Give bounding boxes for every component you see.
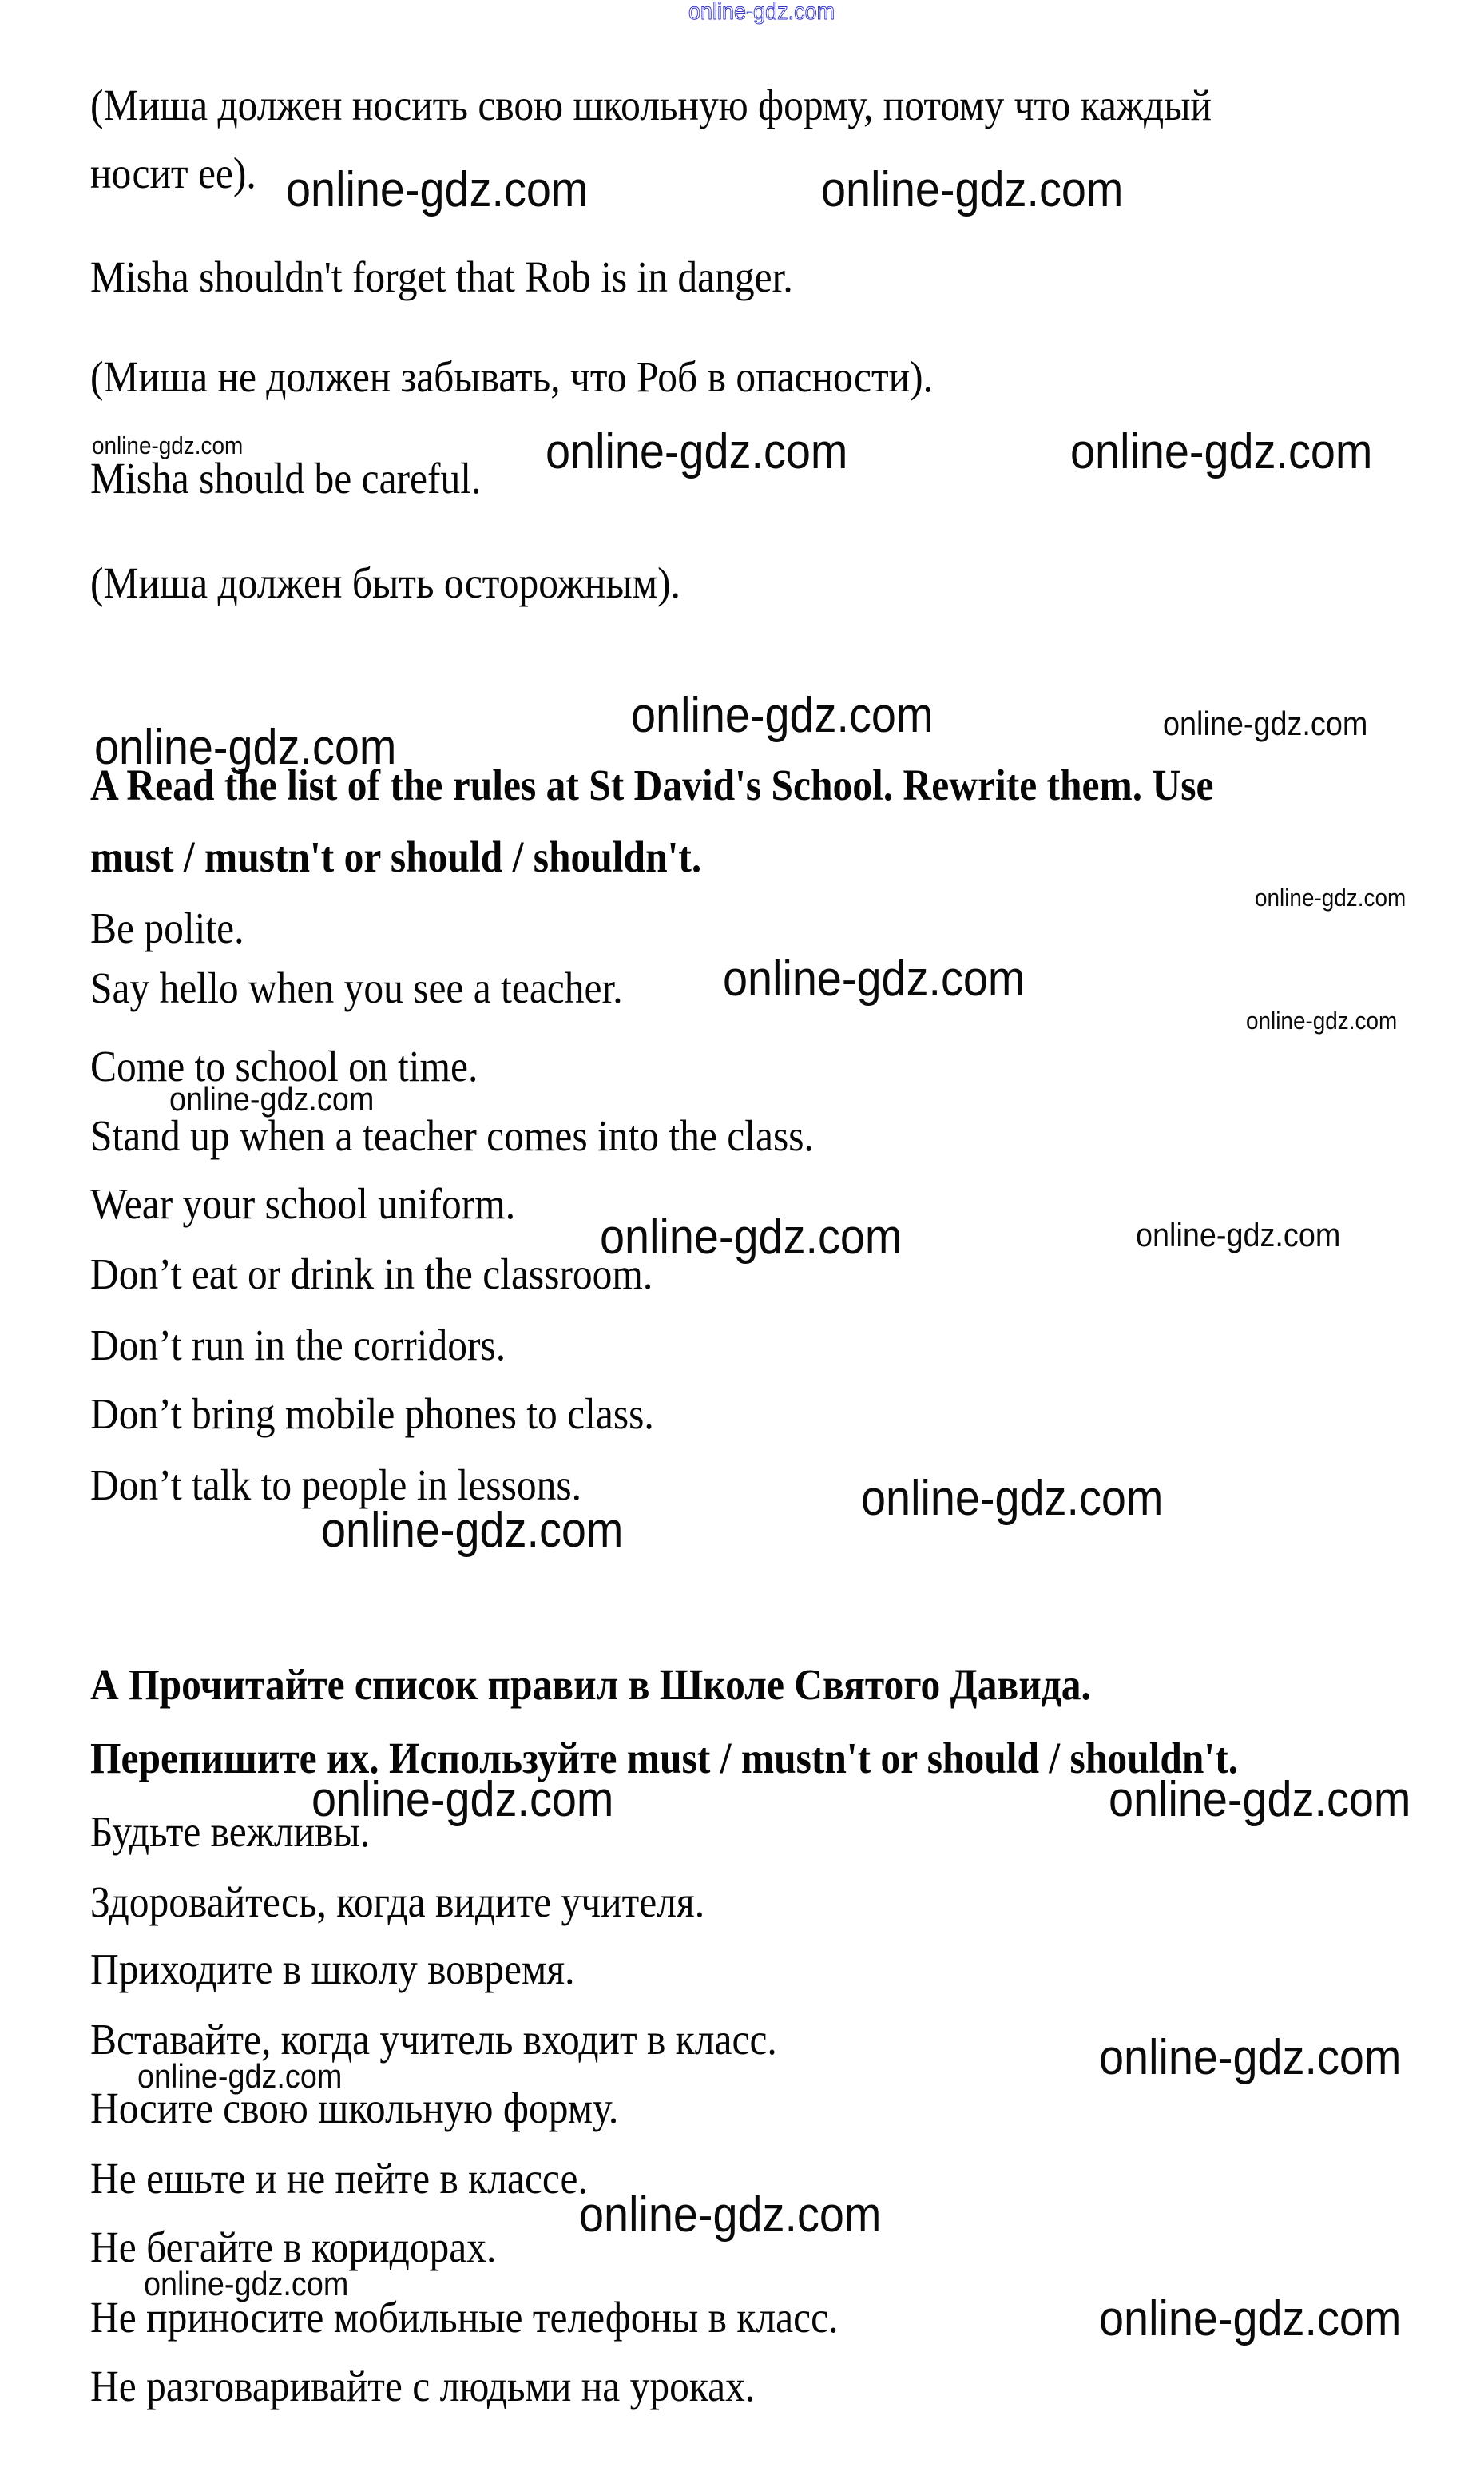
- watermark-online-gdz: online-gdz.com: [1136, 1216, 1341, 1253]
- rule-en-1: Be polite.: [90, 904, 244, 952]
- watermark-online-gdz: online-gdz.com: [861, 1471, 1164, 1526]
- watermark-online-gdz: online-gdz.com: [321, 1503, 624, 1558]
- rule-en-6: Don’t eat or drink in the classroom.: [90, 1249, 653, 1298]
- rule-ru-1: Будьте вежливы.: [90, 1807, 371, 1856]
- watermark-online-gdz: online-gdz.com: [1099, 2030, 1402, 2085]
- watermark-online-gdz: online-gdz.com: [600, 1210, 903, 1265]
- rule-en-8: Don’t bring mobile phones to class.: [90, 1389, 654, 1438]
- watermark-online-gdz: online-gdz.com: [1109, 1772, 1411, 1827]
- sentence-en-3: Misha should be careful.: [90, 454, 482, 503]
- task-en-heading-line1: A Read the list of the rules at St David's School. Rewrite them. Use: [90, 761, 1214, 809]
- watermark-online-gdz: online-gdz.com: [92, 431, 244, 459]
- watermark-online-gdz: online-gdz.com: [631, 688, 934, 743]
- rule-en-9: Don’t talk to people in lessons.: [90, 1460, 582, 1509]
- watermark-online-gdz: online-gdz.com: [137, 2057, 343, 2095]
- watermark-online-gdz: online-gdz.com: [286, 162, 589, 217]
- watermark-online-gdz: online-gdz.com: [94, 720, 397, 775]
- rule-ru-3: Приходите в школу вовремя.: [90, 1945, 575, 1993]
- watermark-online-gdz: online-gdz.com: [546, 424, 848, 479]
- rule-en-2: Say hello when you see a teacher.: [90, 963, 623, 1012]
- watermark-online-gdz: online-gdz.com: [1099, 2291, 1402, 2346]
- sentence-en-2: Misha shouldn't forget that Rob is in danger.: [90, 252, 793, 301]
- watermark-online-gdz: online-gdz.com: [1070, 424, 1373, 479]
- rule-ru-6: Не ешьте и не пейте в классе.: [90, 2154, 588, 2203]
- watermark-online-gdz-blue: online-gdz.com: [688, 0, 835, 25]
- translation-ru-2: (Миша не должен забывать, что Роб в опасности).: [90, 352, 933, 401]
- translation-ru-1-line1: (Миша должен носить свою школьную форму, потому что каждый: [90, 81, 1212, 129]
- watermark-online-gdz: online-gdz.com: [144, 2265, 349, 2302]
- rule-en-3: Come to school on time.: [90, 1042, 478, 1091]
- watermark-online-gdz: online-gdz.com: [1255, 884, 1407, 912]
- rule-en-7: Don’t run in the corridors.: [90, 1321, 506, 1369]
- task-en-heading-line2: must / mustn't or should / shouldn't.: [90, 832, 702, 881]
- rule-en-4: Stand up when a teacher comes into the class.: [90, 1111, 814, 1160]
- translation-ru-1-line2: носит ее).: [90, 149, 256, 197]
- task-ru-heading-line2: Перепишите их. Используйте must / mustn't or should / shouldn't.: [90, 1734, 1239, 1782]
- rule-ru-2: Здоровайтесь, когда видите учителя.: [90, 1877, 705, 1926]
- watermark-online-gdz: online-gdz.com: [579, 2187, 882, 2243]
- watermark-online-gdz: online-gdz.com: [821, 162, 1124, 217]
- rule-ru-9: Не разговаривайте с людьми на уроках.: [90, 2362, 756, 2410]
- task-ru-heading-line1: А Прочитайте список правил в Школе Святого Давида.: [90, 1660, 1091, 1709]
- rule-ru-4: Вставайте, когда учитель входит в класс.: [90, 2015, 777, 2064]
- rule-ru-7: Не бегайте в коридорах.: [90, 2223, 497, 2271]
- watermark-online-gdz: online-gdz.com: [1163, 705, 1368, 742]
- translation-ru-3: (Миша должен быть осторожным).: [90, 558, 680, 607]
- watermark-online-gdz: online-gdz.com: [311, 1772, 614, 1827]
- rule-ru-5: Носите свою школьную форму.: [90, 2084, 619, 2132]
- watermark-online-gdz: online-gdz.com: [169, 1080, 375, 1118]
- rule-en-5: Wear your school uniform.: [90, 1179, 516, 1228]
- watermark-online-gdz: online-gdz.com: [723, 951, 1026, 1007]
- watermark-online-gdz: online-gdz.com: [1246, 1007, 1398, 1035]
- rule-ru-8: Не приносите мобильные телефоны в класс.: [90, 2293, 839, 2342]
